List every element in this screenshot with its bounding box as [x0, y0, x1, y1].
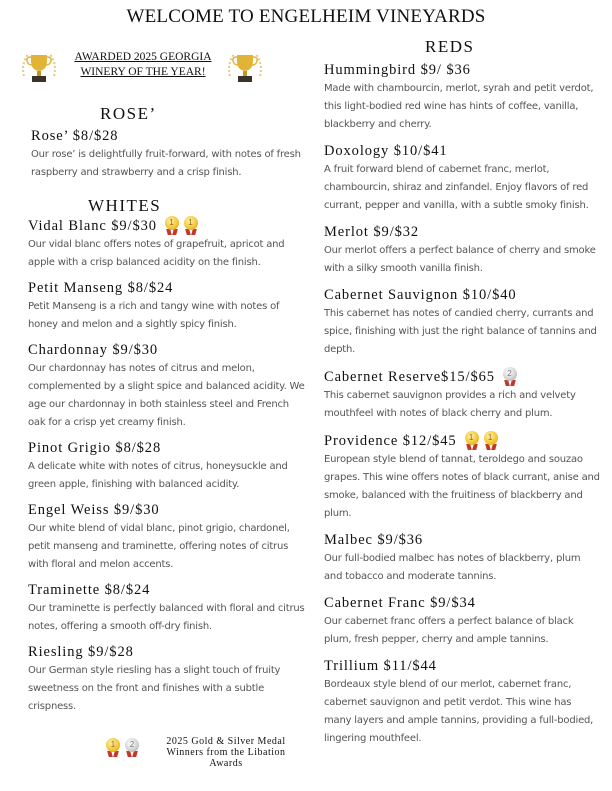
wine-item	[28, 279, 306, 334]
wine-title: Riesling $9/$28	[28, 644, 134, 660]
wine-item	[324, 367, 600, 423]
gold-medal-icon: 1	[165, 216, 180, 235]
wine-name-price	[28, 439, 306, 457]
gold-medal-icon: 1	[484, 431, 499, 450]
trophy-icon	[18, 46, 60, 88]
wine-item	[324, 531, 600, 586]
wine-name-price	[324, 594, 600, 612]
rose-list	[31, 127, 309, 192]
trophy-icon	[224, 46, 266, 88]
wine-item	[28, 341, 306, 432]
wine-item	[28, 501, 306, 574]
section-heading-reds: REDS	[425, 37, 475, 56]
whites-list	[28, 216, 306, 723]
wine-description: A delicate white with notes of citrus, honeysuckle and green apple, finishing with balanced acidity.	[28, 461, 288, 490]
award-line-2: WINERY OF THE YEAR!	[80, 66, 206, 78]
wine-title: Cabernet Sauvignon $10/$40	[324, 287, 517, 303]
wine-description: Our German style riesling has a slight touch of fruity sweetness on the front and finishes with a subtle crispness.	[28, 665, 281, 712]
wine-name-price	[31, 127, 309, 145]
award-line-1: AWARDED 2025 GEORGIA	[74, 51, 212, 63]
wine-item	[31, 127, 309, 182]
reds-list	[324, 61, 600, 756]
wine-title: Traminette $8/$24	[28, 582, 151, 598]
wine-name-price	[324, 657, 600, 675]
wine-title: Petit Manseng $8/$24	[28, 280, 174, 296]
wine-item	[28, 439, 306, 494]
wine-title: Malbec $9/$36	[324, 532, 424, 548]
wine-title: Providence $12/$45	[324, 432, 457, 449]
page-title: WELCOME TO ENGELHEIM VINEYARDS	[126, 6, 486, 27]
wine-item	[324, 657, 600, 748]
gold-medal-icon: 1	[106, 738, 121, 757]
wine-name-price	[324, 531, 600, 549]
wine-description: Our white blend of vidal blanc, pinot grigio, chardonel, petit manseng and traminette, offering notes of citrus with floral and melon accents.	[28, 523, 290, 570]
wine-description: Our full-bodied malbec has notes of blackberry, plum and tobacco and moderate tannins.	[324, 553, 581, 582]
wine-title: Pinot Grigio $8/$28	[28, 440, 162, 456]
silver-medal-icon: 2	[125, 738, 140, 757]
wine-title: Cabernet Franc $9/$34	[324, 595, 476, 611]
wine-name-price	[324, 286, 600, 304]
section-heading-whites: WHITES	[88, 196, 162, 215]
wine-item	[324, 594, 600, 649]
legend-line-1: 2025 Gold & Silver Medal	[166, 736, 286, 747]
wine-name-price	[28, 643, 306, 661]
wine-name-price	[28, 581, 306, 599]
wine-item	[28, 216, 306, 272]
section-heading-rose: ROSE’	[100, 104, 157, 123]
wine-name-price	[28, 501, 306, 519]
gold-medal-icon: 1	[465, 431, 480, 450]
legend-line-2: Winners from the Libation	[166, 747, 286, 758]
silver-medal-icon: 2	[503, 367, 518, 386]
wine-item	[28, 643, 306, 716]
wine-description: Our merlot offers a perfect balance of cherry and smoke with a silky smooth vanilla finish.	[324, 245, 596, 274]
wine-title: Chardonnay $9/$30	[28, 342, 159, 358]
wine-item	[28, 581, 306, 636]
wine-title: Rose’ $8/$28	[31, 128, 119, 144]
wine-description: Bordeaux style blend of our merlot, cabernet franc, cabernet sauvignon and petit verdot. This wine has many layers and ample tannins, providing a full-bodied, lingering mouthfeel.	[324, 679, 594, 744]
wine-name-price	[28, 279, 306, 297]
wine-description: This cabernet sauvignon provides a rich and velvety mouthfeel with notes of black cherry and plum.	[324, 390, 576, 419]
wine-name-price	[324, 431, 600, 450]
medal-legend	[102, 736, 302, 776]
wine-item	[324, 223, 600, 278]
wine-name-price	[324, 61, 600, 79]
gold-medal-icon: 1	[184, 216, 199, 235]
wine-title: Hummingbird $9/ $36	[324, 62, 471, 78]
wine-name-price	[324, 367, 600, 386]
wine-description: Our rose’ is delightfully fruit-forward, with notes of fresh raspberry and strawberry and a crisp finish.	[31, 149, 301, 178]
wine-description: Our vidal blanc offers notes of grapefruit, apricot and apple with a crisp balanced acidity on the finish.	[28, 239, 285, 268]
wine-description: Made with chambourcin, merlot, syrah and petit verdot, this light-bodied red wine has hints of coffee, vanilla, blackberry and cherry.	[324, 83, 594, 130]
award-banner	[18, 46, 268, 90]
wine-item	[324, 61, 600, 134]
wine-description: This cabernet has notes of candied cherry, currants and spice, finishing with just the right balance of tannins and depth.	[324, 308, 597, 355]
wine-title: Merlot $9/$32	[324, 224, 420, 240]
legend-medals	[102, 738, 140, 757]
wine-title: Cabernet Reserve$15/$65	[324, 368, 495, 385]
wine-description: Our chardonnay has notes of citrus and melon, complemented by a slight spice and balanced acidity. We age our chardonnay in both stainless steel and French oak for a crisp yet creamy finish.	[28, 363, 305, 428]
wine-item	[324, 142, 600, 215]
wine-description: A fruit forward blend of cabernet franc, merlot, chambourcin, shiraz and zinfandel. Enjoy flavors of red currant, pepper and vanilla, with a subtle smoky finish.	[324, 164, 589, 211]
wine-title: Engel Weiss $9/$30	[28, 502, 160, 518]
wine-description: Petit Manseng is a rich and tangy wine with notes of honey and melon and a sightly spicy finish.	[28, 301, 280, 330]
wine-title: Doxology $10/$41	[324, 143, 448, 159]
wine-item	[324, 431, 600, 523]
wine-description: Our cabernet franc offers a perfect balance of black plum, fresh pepper, cherry and ample tannins.	[324, 616, 574, 645]
wine-name-price	[324, 142, 600, 160]
wine-description: European style blend of tannat, teroldego and souzao grapes. This wine offers notes of black currant, anise and smoke, balanced with the fruitiness of blackberry and plum.	[324, 454, 600, 519]
wine-title: Trillium $11/$44	[324, 658, 437, 674]
wine-name-price	[28, 216, 306, 235]
wine-name-price	[324, 223, 600, 241]
wine-name-price	[28, 341, 306, 359]
wine-description: Our traminette is perfectly balanced with floral and citrus notes, offering a smooth off-dry finish.	[28, 603, 305, 632]
legend-line-3: Awards	[209, 758, 243, 769]
wine-title: Vidal Blanc $9/$30	[28, 217, 157, 234]
wine-item	[324, 286, 600, 359]
